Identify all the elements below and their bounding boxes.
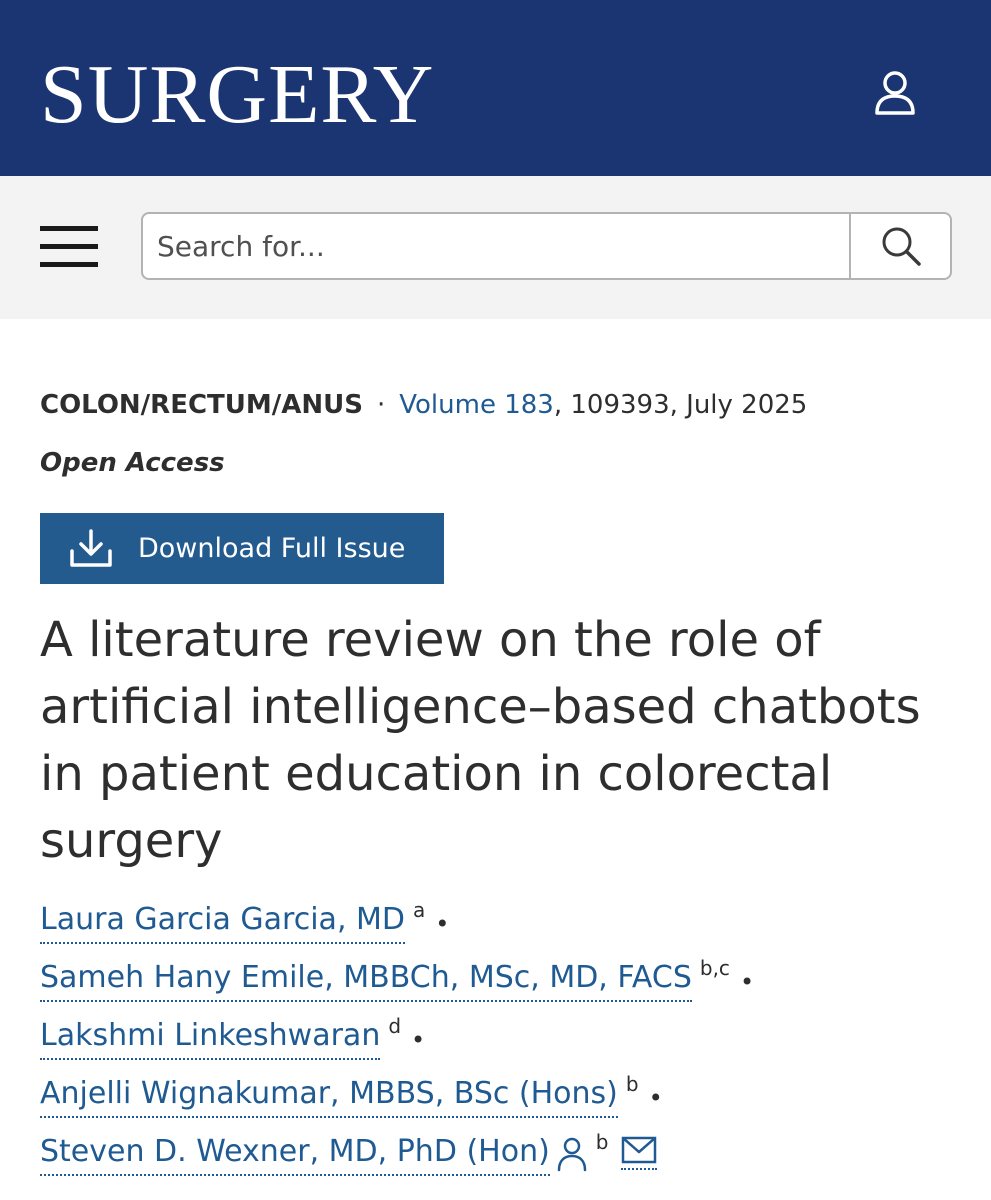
author-separator: • [739,968,755,996]
author-item [40,898,970,956]
menu-button[interactable] [36,222,102,272]
author-separator: • [411,1026,426,1054]
volume-link[interactable]: Volume 183 [399,390,554,420]
article-meta [40,388,807,422]
section-tag: COLON/RECTUM/ANUS [40,390,363,420]
affiliation-marker[interactable]: d [388,1014,402,1038]
author-item [40,1130,970,1188]
hamburger-menu-icon [36,222,102,272]
person-icon[interactable] [556,1136,588,1172]
journal-logo[interactable]: SURGERY [40,48,435,141]
download-full-issue-button[interactable] [40,513,444,584]
search-icon [879,224,923,268]
user-icon [873,69,917,117]
author-separator: • [648,1084,663,1112]
author-item [40,1072,970,1130]
affiliation-marker[interactable]: b [625,1072,639,1096]
affiliation-marker[interactable]: b [595,1130,609,1154]
author-link[interactable]: Steven D. Wexner, MD, PhD (Hon) [40,1130,550,1176]
meta-separator: · [376,390,386,420]
author-link[interactable]: Sameh Hany Emile, MBBCh, MSc, MD, FACS [40,956,692,1002]
download-icon [68,529,114,569]
issue-info: , 109393, July 2025 [553,390,808,420]
author-link[interactable]: Laura Garcia Garcia, MD [40,898,405,944]
author-link[interactable]: Anjelli Wignakumar, MBBS, BSc (Hons) [40,1072,618,1118]
author-item [40,956,970,1014]
author-item [40,1014,970,1072]
article-title: A literature review on the role of artificial intelligence–based chatbots in patient education in colorectal surgery [40,612,921,869]
search-input[interactable] [141,212,849,280]
author-list [40,898,970,1188]
affiliation-marker[interactable]: b,c [699,956,730,980]
author-separator: • [435,910,450,938]
download-label: Download Full Issue [138,533,406,564]
user-account-button[interactable] [868,66,922,120]
author-link[interactable]: Lakshmi Linkeshwaran [40,1014,380,1060]
email-icon[interactable] [621,1136,657,1170]
affiliation-marker[interactable]: a [413,898,426,922]
open-access-label: Open Access [40,448,225,478]
site-header [0,0,991,176]
search-button[interactable] [849,212,952,280]
